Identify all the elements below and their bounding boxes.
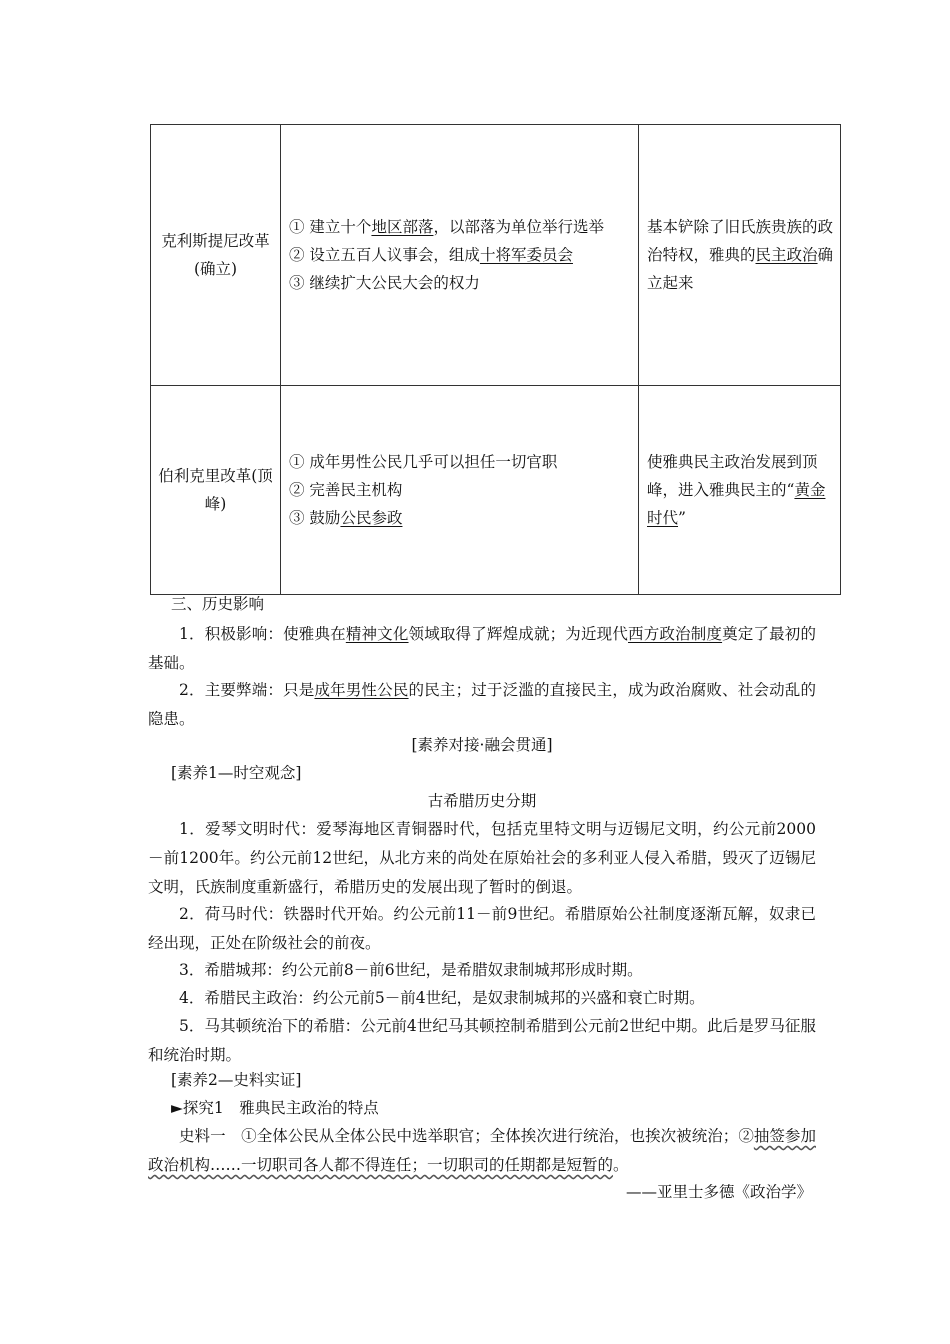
reform-content-cell	[281, 125, 639, 386]
content-text: ① 成年男性公民几乎可以担任一切官职	[289, 453, 558, 471]
period-title: 古希腊历史分期	[427, 792, 537, 810]
content-line	[289, 476, 632, 504]
banner-title: [素养对接·融会贯通]	[411, 736, 553, 754]
reform-name-cell	[151, 386, 281, 595]
text: 2．主要弊端：只是	[179, 681, 315, 699]
impact-positive	[148, 620, 816, 678]
effect-text: 确立起来	[647, 246, 834, 292]
reform-effect-cell	[639, 125, 841, 386]
content-text: ① 建立十个	[289, 218, 372, 236]
content-text: ③ 继续扩大公民大会的权力	[289, 274, 480, 292]
content-line	[289, 448, 632, 476]
content-key-term: 公民参政	[340, 509, 403, 527]
content-line	[289, 504, 632, 532]
reform-effect-cell	[639, 386, 841, 595]
effect-text: 基本铲除了旧氏族贵族的政治特权，雅典的	[647, 218, 834, 264]
literacy1-label: [素养1—时空观念]	[171, 764, 302, 782]
text: 1．积极影响：使雅典在	[179, 625, 346, 643]
explore-heading	[171, 1094, 379, 1122]
content-key-term: 十将军委员会	[479, 246, 573, 264]
citation: ——亚里士多德《政治学》	[625, 1183, 812, 1201]
text: 奠定了最初的基础。	[148, 625, 816, 672]
content-text: ② 设立五百人议事会，组成	[289, 246, 480, 264]
effect-key-term: 民主政治	[755, 246, 818, 264]
literacy2-label: [素养2—史料实证]	[171, 1071, 302, 1089]
period-item: 1．爱琴文明时代：爱琴海地区青铜器时代，包括克里特文明与迈锡尼文明，约公元前2000－前1200年。约公元前12世纪，从北方来的尚处在原始社会的多利亚人侵入希腊，毁灭了迈锡尼文明，氏族制度重新盛行，希腊历史的发展出现了暂时的倒退。	[148, 820, 816, 896]
content-text: ② 完善民主机构	[289, 481, 403, 499]
content-text: ③ 鼓励	[289, 509, 341, 527]
impact-negative	[148, 676, 816, 734]
key-term: 精神文化	[345, 625, 409, 643]
reform-name: 伯利克里改革(顶峰)	[158, 467, 273, 513]
effect-key-term: 黄金时代	[647, 481, 826, 527]
text: 领域取得了辉煌成就；为近现代	[408, 625, 629, 643]
content-key-term: 地区部落	[371, 218, 434, 236]
table-row	[151, 125, 841, 386]
key-term: 成年男性公民	[314, 681, 409, 699]
content-text: ，以部落为单位举行选举	[433, 218, 604, 236]
content-line	[289, 241, 632, 269]
source-text: 。	[613, 1156, 629, 1174]
source-emphasis: 抽签参加政治机构……一切职司各人都不得连任；一切职司的任期都是短暂的	[148, 1127, 816, 1174]
section-heading: 三、历史影响	[171, 595, 265, 613]
source-text: ①全体公民从全体公民中选举职官；全体挨次进行统治，也挨次被统治；②	[241, 1127, 754, 1145]
period-item: 2．荷马时代：铁器时代开始。约公元前11－前9世纪。希腊原始公社制度逐渐瓦解，奴隶已经出现，正处在阶级社会的前夜。	[148, 905, 816, 952]
key-term: 西方政治制度	[628, 625, 723, 643]
period-item: 5．马其顿统治下的希腊：公元前4世纪马其顿控制希腊到公元前2世纪中期。此后是罗马征服和统治时期。	[148, 1017, 816, 1064]
source-one	[148, 1122, 816, 1180]
reform-name: 克利斯提尼改革(确立)	[161, 232, 270, 278]
explore-title: 探究1 雅典民主政治的特点	[182, 1099, 379, 1117]
reform-content-cell	[281, 386, 639, 595]
period-item: 4．希腊民主政治：约公元前5－前4世纪，是奴隶制城邦的兴盛和衰亡时期。	[179, 989, 705, 1007]
source-label: 史料一	[179, 1127, 242, 1145]
effect-text: ”	[678, 509, 686, 527]
triangle-icon: ►	[171, 1099, 183, 1117]
content-line	[289, 269, 632, 297]
reform-table	[150, 124, 841, 595]
effect-text: 使雅典民主政治发展到顶峰，进入雅典民主的“	[647, 453, 818, 499]
reform-name-cell	[151, 125, 281, 386]
text: 的民主；过于泛滥的直接民主，成为政治腐败、社会动乱的隐患。	[148, 681, 816, 728]
table-row	[151, 386, 841, 595]
period-item: 3．希腊城邦：约公元前8－前6世纪，是希腊奴隶制城邦形成时期。	[179, 961, 643, 979]
content-line	[289, 213, 632, 241]
